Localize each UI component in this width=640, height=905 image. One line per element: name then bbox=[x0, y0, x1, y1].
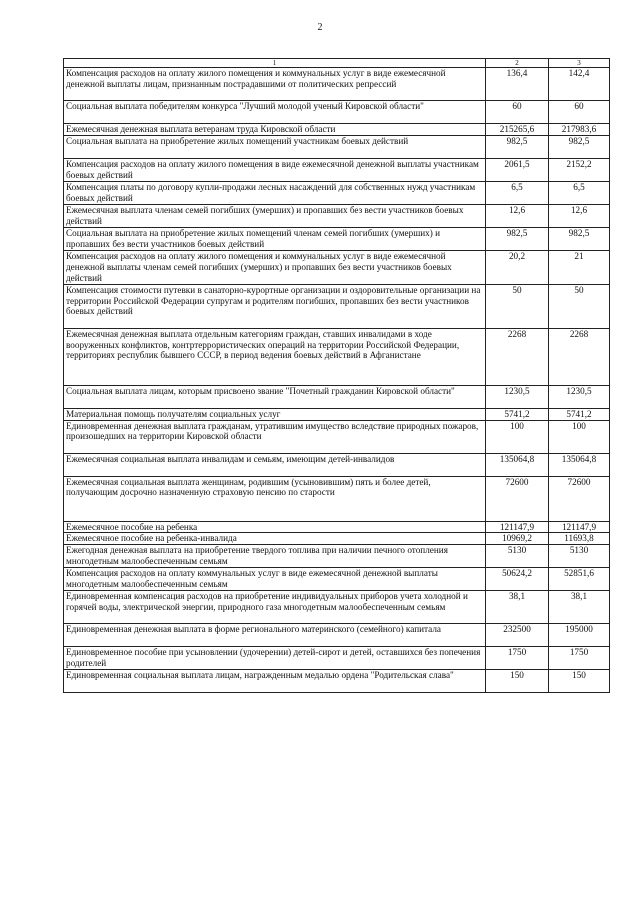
row-name-cell: Единовременная денежная выплата в форме регионального материнского (семейного) капитала bbox=[64, 624, 486, 647]
row-value-2-cell: 982,5 bbox=[486, 227, 549, 250]
row-name-cell: Социальная выплата победителям конкурса "Лучший молодой ученый Кировской области" bbox=[64, 101, 486, 124]
table-row bbox=[64, 533, 610, 545]
row-name-cell: Ежемесячное пособие на ребенка-инвалида bbox=[64, 533, 486, 545]
row-name-cell: Единовременная социальная выплата лицам, награжденным медалью ордена "Родительская слава" bbox=[64, 670, 486, 693]
table-row bbox=[64, 227, 610, 250]
row-value-3-cell: 60 bbox=[549, 101, 610, 124]
table-row bbox=[64, 124, 610, 136]
table-row bbox=[64, 453, 610, 476]
row-name-cell: Компенсация расходов на оплату жилого помещения и коммунальных услуг в виде ежемесячной денежной выплаты членам семей погибших (умерших) и пропавших без вести участников боевых действий bbox=[64, 250, 486, 284]
table-row bbox=[64, 181, 610, 204]
row-name-cell: Ежемесячная социальная выплата женщинам, родившим (усыновившим) пять и более детей, получающим досрочно назначенную страховую пенсию по старости bbox=[64, 476, 486, 521]
table-row bbox=[64, 624, 610, 647]
table-row bbox=[64, 135, 610, 158]
header-col-1: 1 bbox=[64, 59, 486, 68]
row-name-cell: Единовременное пособие при усыновлении (удочерении) детей-сирот и детей, оставшихся без попечения родителей bbox=[64, 647, 486, 670]
row-value-3-cell: 72600 bbox=[549, 476, 610, 521]
table-row bbox=[64, 670, 610, 693]
row-value-2-cell: 2061,5 bbox=[486, 158, 549, 181]
row-value-3-cell: 5130 bbox=[549, 545, 610, 568]
table-row bbox=[64, 521, 610, 533]
table-row bbox=[64, 591, 610, 624]
row-value-2-cell: 136,4 bbox=[486, 68, 549, 101]
row-name-cell: Компенсация расходов на оплату жилого помещения и коммунальных услуг в виде ежемесячной денежной выплаты лицам, признанным пострадавшими от политических репрессий bbox=[64, 68, 486, 101]
row-name-cell: Ежемесячное пособие на ребенка bbox=[64, 521, 486, 533]
data-table bbox=[63, 58, 610, 693]
row-value-2-cell: 232500 bbox=[486, 624, 549, 647]
row-value-2-cell: 121147,9 bbox=[486, 521, 549, 533]
row-value-2-cell: 6,5 bbox=[486, 181, 549, 204]
row-value-3-cell: 2268 bbox=[549, 328, 610, 385]
row-name-cell: Ежемесячная денежная выплата ветеранам труда Кировской области bbox=[64, 124, 486, 136]
row-value-3-cell: 11693,8 bbox=[549, 533, 610, 545]
row-value-2-cell: 10969,2 bbox=[486, 533, 549, 545]
table-row bbox=[64, 250, 610, 284]
page-number: 2 bbox=[317, 22, 323, 33]
table-row bbox=[64, 545, 610, 568]
row-value-2-cell: 72600 bbox=[486, 476, 549, 521]
row-value-3-cell: 982,5 bbox=[549, 135, 610, 158]
table-row bbox=[64, 101, 610, 124]
row-name-cell: Социальная выплата на приобретение жилых помещений участникам боевых действий bbox=[64, 135, 486, 158]
table-row bbox=[64, 408, 610, 420]
table-row bbox=[64, 68, 610, 101]
row-name-cell: Социальная выплата на приобретение жилых помещений членам семей погибших (умерших) и пропавших без вести участников боевых действий bbox=[64, 227, 486, 250]
row-value-2-cell: 38,1 bbox=[486, 591, 549, 624]
row-name-cell: Компенсация расходов на оплату коммунальных услуг в виде ежемесячной денежной выплаты многодетным малообеспеченным семьям bbox=[64, 568, 486, 591]
row-value-2-cell: 50 bbox=[486, 284, 549, 328]
row-name-cell: Компенсация расходов на оплату жилого помещения в виде ежемесячной денежной выплаты участникам боевых действий bbox=[64, 158, 486, 181]
row-value-3-cell: 217983,6 bbox=[549, 124, 610, 136]
row-value-2-cell: 982,5 bbox=[486, 135, 549, 158]
table-row bbox=[64, 385, 610, 408]
row-value-3-cell: 195000 bbox=[549, 624, 610, 647]
row-name-cell: Ежемесячная денежная выплата отдельным категориям граждан, ставших инвалидами в ходе вооруженных конфликтов, контртеррористических операций на территории Российской Федерации, территориях республик бывшего СССР, в период ведения боевых действий в Афганистане bbox=[64, 328, 486, 385]
row-value-2-cell: 50624,2 bbox=[486, 568, 549, 591]
row-value-2-cell: 12,6 bbox=[486, 204, 549, 227]
table-row bbox=[64, 476, 610, 521]
row-value-2-cell: 150 bbox=[486, 670, 549, 693]
table-row bbox=[64, 420, 610, 453]
row-value-2-cell: 5130 bbox=[486, 545, 549, 568]
row-value-3-cell: 135064,8 bbox=[549, 453, 610, 476]
row-name-cell: Ежегодная денежная выплата на приобретение твердого топлива при наличии печного отопления многодетным малообеспеченным семьям bbox=[64, 545, 486, 568]
row-name-cell: Ежемесячная выплата членам семей погибших (умерших) и пропавших без вести участников боевых действий bbox=[64, 204, 486, 227]
row-value-3-cell: 52851,6 bbox=[549, 568, 610, 591]
row-value-3-cell: 142,4 bbox=[549, 68, 610, 101]
row-value-2-cell: 1750 bbox=[486, 647, 549, 670]
row-value-3-cell: 21 bbox=[549, 250, 610, 284]
row-value-3-cell: 6,5 bbox=[549, 181, 610, 204]
row-value-3-cell: 982,5 bbox=[549, 227, 610, 250]
row-name-cell: Материальная помощь получателям социальных услуг bbox=[64, 408, 486, 420]
row-value-2-cell: 1230,5 bbox=[486, 385, 549, 408]
row-name-cell: Ежемесячная социальная выплата инвалидам и семьям, имеющим детей-инвалидов bbox=[64, 453, 486, 476]
row-value-3-cell: 38,1 bbox=[549, 591, 610, 624]
row-value-2-cell: 135064,8 bbox=[486, 453, 549, 476]
row-value-2-cell: 100 bbox=[486, 420, 549, 453]
row-value-3-cell: 100 bbox=[549, 420, 610, 453]
row-name-cell: Единовременная денежная выплата гражданам, утратившим имущество вследствие природных пожаров, произошедших на территории Кировской области bbox=[64, 420, 486, 453]
row-name-cell: Единовременная компенсация расходов на приобретение индивидуальных приборов учета холодной и горячей воды, электрической энергии, природного газа многодетным малообеспеченным семьям bbox=[64, 591, 486, 624]
row-value-3-cell: 2152,2 bbox=[549, 158, 610, 181]
table-row bbox=[64, 328, 610, 385]
row-value-3-cell: 150 bbox=[549, 670, 610, 693]
table-row bbox=[64, 568, 610, 591]
table-row bbox=[64, 284, 610, 328]
row-value-2-cell: 5741,2 bbox=[486, 408, 549, 420]
row-value-3-cell: 1230,5 bbox=[549, 385, 610, 408]
row-value-3-cell: 1750 bbox=[549, 647, 610, 670]
row-name-cell: Социальная выплата лицам, которым присвоено звание "Почетный гражданин Кировской области" bbox=[64, 385, 486, 408]
row-value-3-cell: 50 bbox=[549, 284, 610, 328]
row-value-3-cell: 12,6 bbox=[549, 204, 610, 227]
row-value-2-cell: 20,2 bbox=[486, 250, 549, 284]
row-value-3-cell: 121147,9 bbox=[549, 521, 610, 533]
table-header-row bbox=[64, 59, 610, 68]
header-col-3: 3 bbox=[549, 59, 610, 68]
table-row bbox=[64, 647, 610, 670]
row-name-cell: Компенсация стоимости путевки в санаторно-курортные организации и оздоровительные организации на территории Российской Федерации супругам и родителям погибших, пропавших без вести участников боевых действий bbox=[64, 284, 486, 328]
row-value-3-cell: 5741,2 bbox=[549, 408, 610, 420]
row-value-2-cell: 60 bbox=[486, 101, 549, 124]
row-name-cell: Компенсация платы по договору купли-продажи лесных насаждений для собственных нужд участникам боевых действий bbox=[64, 181, 486, 204]
table-row bbox=[64, 204, 610, 227]
row-value-2-cell: 215265,6 bbox=[486, 124, 549, 136]
header-col-2: 2 bbox=[486, 59, 549, 68]
table-row bbox=[64, 158, 610, 181]
row-value-2-cell: 2268 bbox=[486, 328, 549, 385]
